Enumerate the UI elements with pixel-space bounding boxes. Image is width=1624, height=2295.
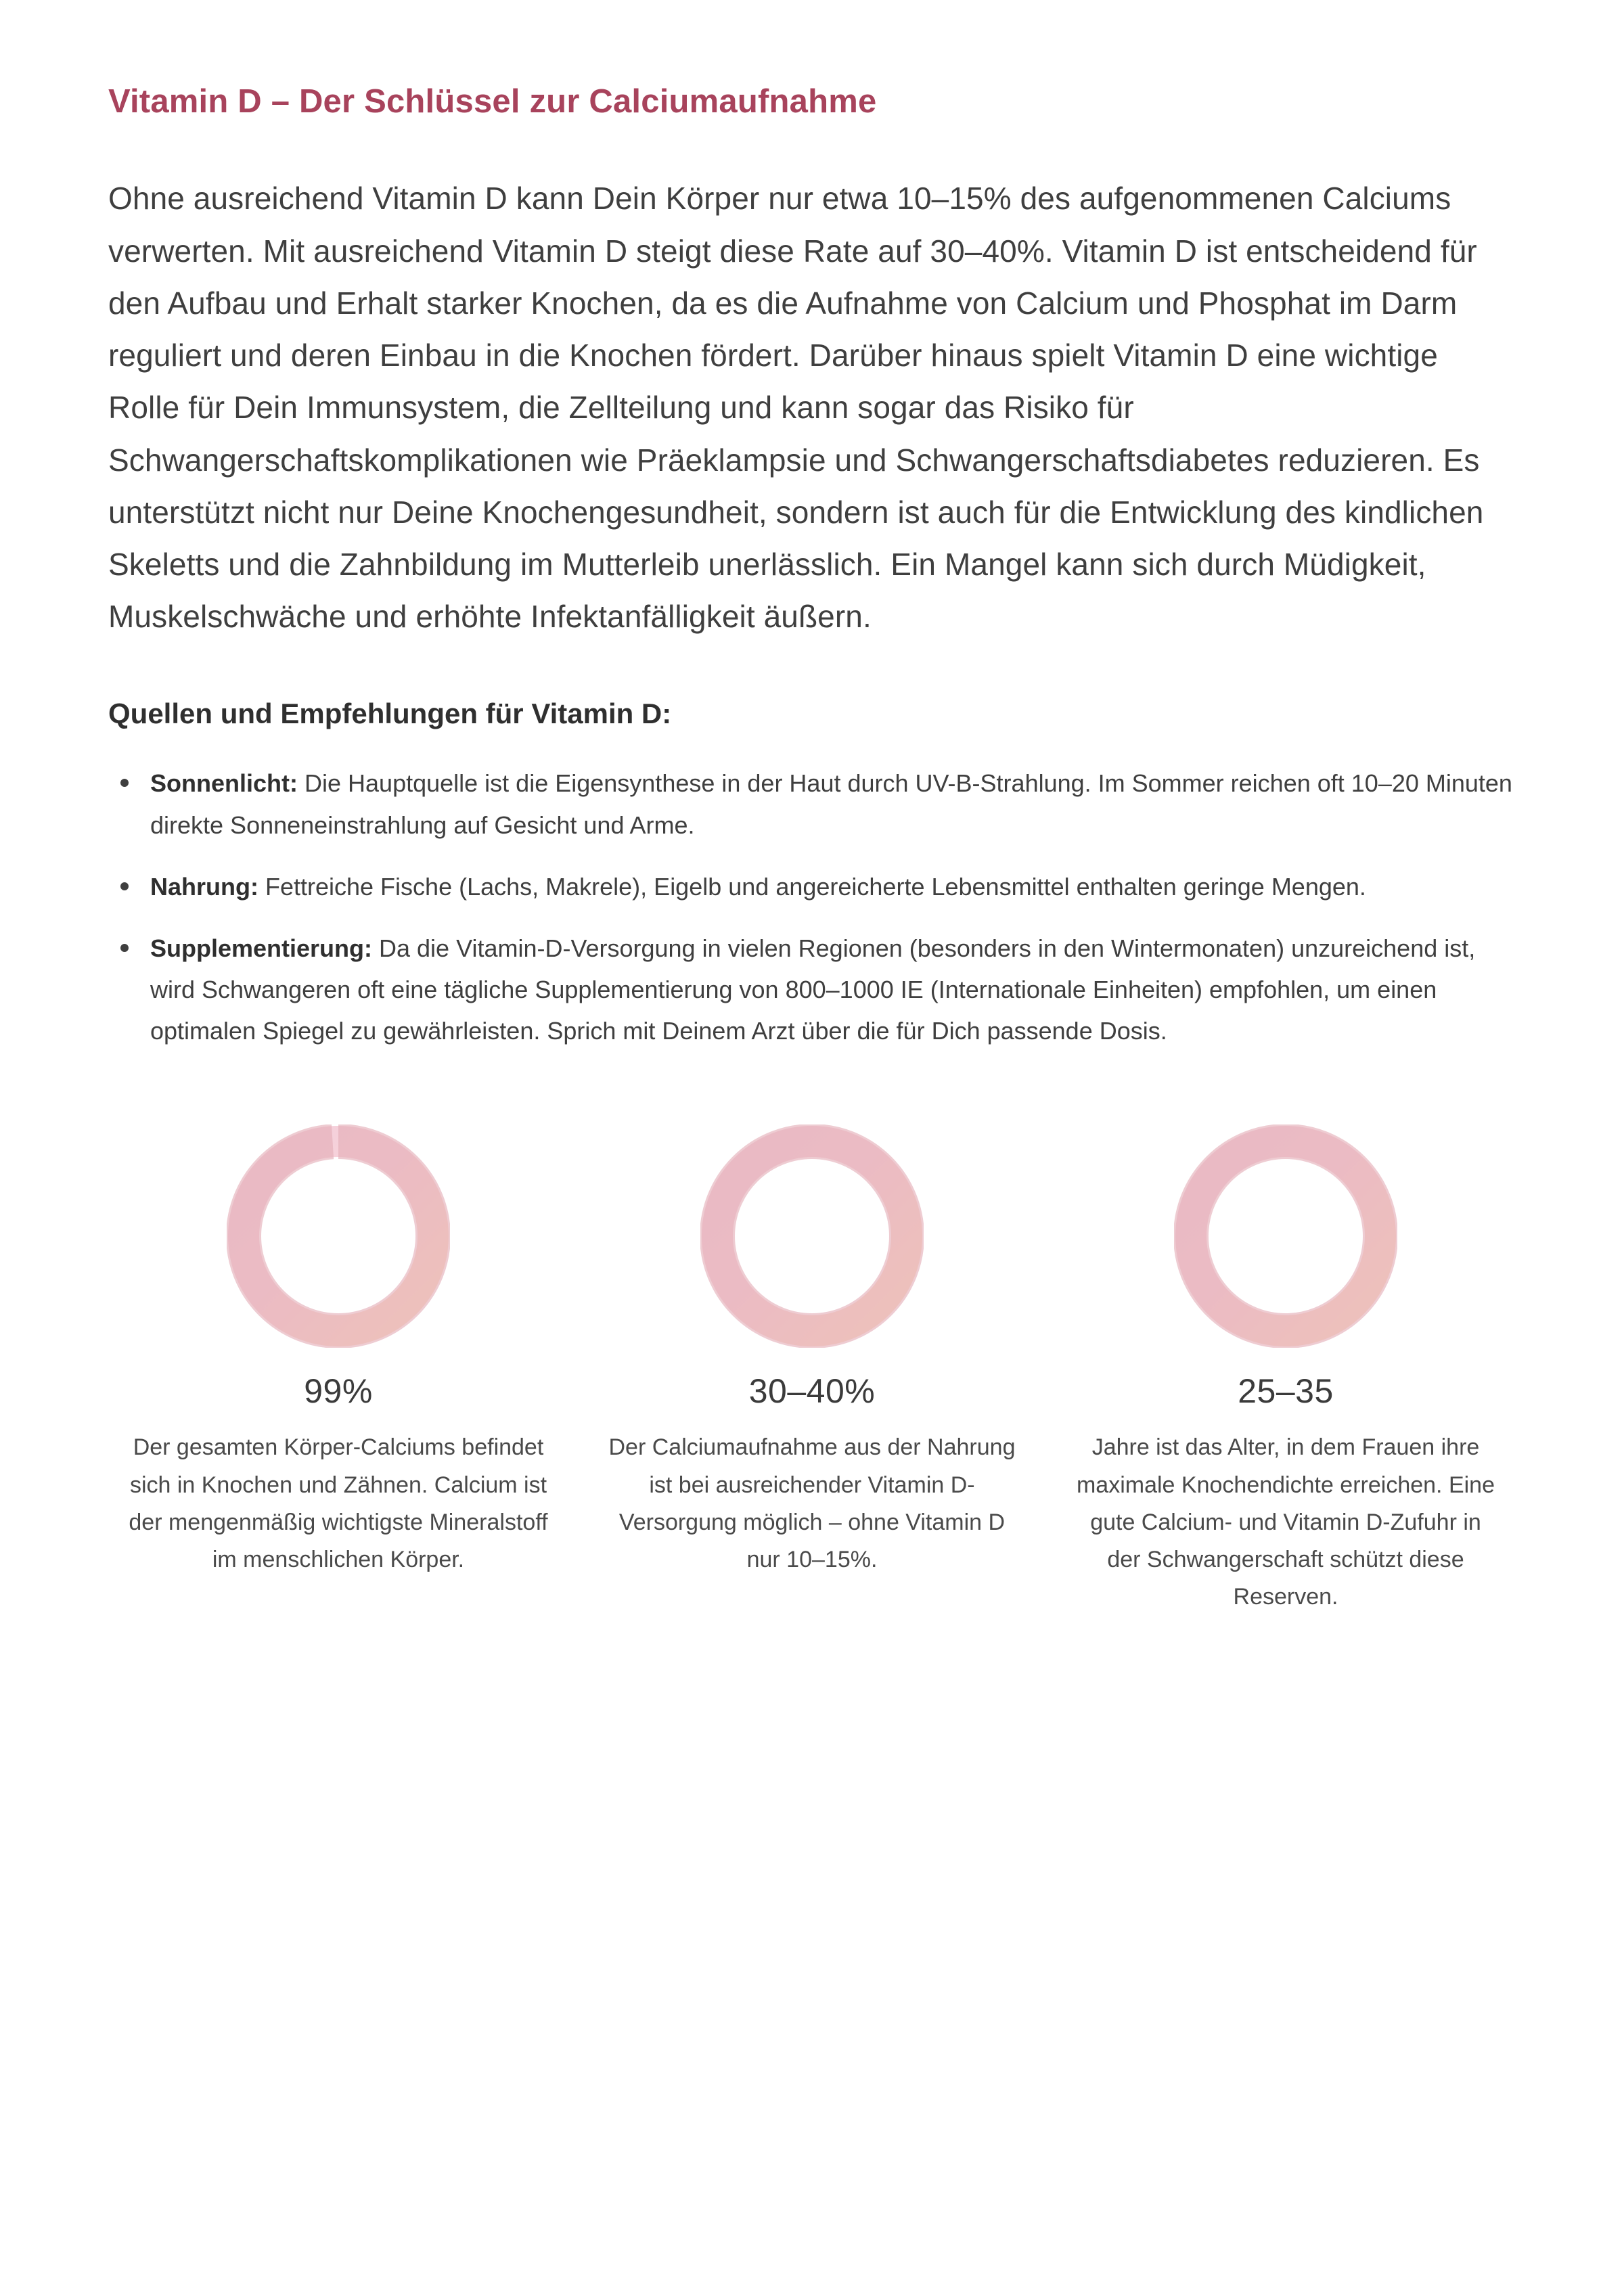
stat-card: [589, 1124, 1035, 1578]
stat-card: [1062, 1124, 1509, 1615]
donut-progress-arc: [244, 1141, 433, 1331]
list-item-text: Fettreiche Fische (Lachs, Makrele), Eigelb und angereicherte Lebensmittel enthalten geringe Mengen.: [258, 872, 1366, 901]
donut-progress-arc: [717, 1141, 907, 1331]
list-item-lead: Sonnenlicht:: [150, 769, 298, 798]
donut-chart-svg: [1174, 1124, 1397, 1348]
stat-description: Der gesamten Körper-Calciums befindet sich in Knochen und Zähnen. Calcium ist der mengenmäßig wichtigste Mineralstoff im menschlichen Körper.: [129, 1434, 548, 1572]
intro-paragraph: Ohne ausreichend Vitamin D kann Dein Körper nur etwa 10–15% des aufgenommenen Calciums verwerten. Mit ausreichend Vitamin D steigt diese Rate auf 30–40%. Vitamin D ist entscheidend für den Aufbau und Erhalt starker Knochen, da es die Aufnahme von Calcium und Phosphat im Darm reguliert und deren Einbau in die Knochen fördert. Darüber hinaus spielt Vitamin D eine wichtige Rolle für Dein Immunsystem, die Zellteilung und kann sogar das Risiko für Schwangerschaftskomplikationen wie Präeklampsie und Schwangerschaftsdiabetes reduzieren. Es unterstützt nicht nur Deine Knochengesundheit, sondern ist auch für die Entwicklung des kindlichen Skeletts und die Zahnbildung im Mutterleib unerlässlich. Ein Mangel kann sich durch Müdigkeit, Muskelschwäche und erhöhte Infektanfälligkeit äußern.: [108, 181, 1484, 635]
sources-list: [108, 763, 1516, 1051]
donut-chart: [227, 1124, 450, 1348]
donut-chart-svg: [700, 1124, 924, 1348]
donut-progress-arc: [1191, 1141, 1380, 1331]
list-item-lead: Nahrung:: [150, 872, 258, 901]
bullet-dot-icon: [120, 779, 129, 787]
stat-value: 25–35: [1238, 1372, 1334, 1411]
list-item: [108, 928, 1516, 1052]
stat-description: Der Calciumaufnahme aus der Nahrung ist bei ausreichender Vitamin D-Versorgung möglich – ohne Vitamin D nur 10–15%.: [608, 1434, 1016, 1572]
stats-row: [108, 1124, 1516, 1615]
sources-heading: Quellen und Empfehlungen für Vitamin D:: [108, 697, 672, 729]
stat-card: [115, 1124, 562, 1578]
page-title: Vitamin D – Der Schlüssel zur Calciumaufnahme: [108, 83, 877, 120]
donut-chart: [700, 1124, 924, 1348]
bullet-dot-icon: [120, 882, 129, 890]
list-item: [108, 866, 1516, 907]
stat-value: 99%: [304, 1372, 373, 1411]
donut-chart: [1174, 1124, 1397, 1348]
stat-value: 30–40%: [748, 1372, 876, 1411]
list-item-text: Die Hauptquelle ist die Eigensynthese in der Haut durch UV-B-Strahlung. Im Sommer reichen oft 10–20 Minuten direkte Sonneneinstrahlung auf Gesicht und Arme.: [150, 769, 1512, 839]
list-item-lead: Supplementierung:: [150, 934, 373, 962]
list-item: [108, 763, 1516, 845]
donut-chart-svg: [227, 1124, 450, 1348]
bullet-dot-icon: [120, 944, 129, 952]
list-item-text: Da die Vitamin-D-Versorgung in vielen Regionen (besonders in den Wintermonaten) unzureichend ist, wird Schwangeren oft eine tägliche Supplementierung von 800–1000 IE (Internationale Einheiten) empfohlen, um einen optimalen Spiegel zu gewährleisten. Sprich mit Deinem Arzt über die für Dich passende Dosis.: [150, 934, 1476, 1045]
stat-description: Jahre ist das Alter, in dem Frauen ihre maximale Knochendichte erreichen. Eine gute Calcium- und Vitamin D-Zufuhr in der Schwangerschaft schützt diese Reserven.: [1076, 1434, 1495, 1610]
